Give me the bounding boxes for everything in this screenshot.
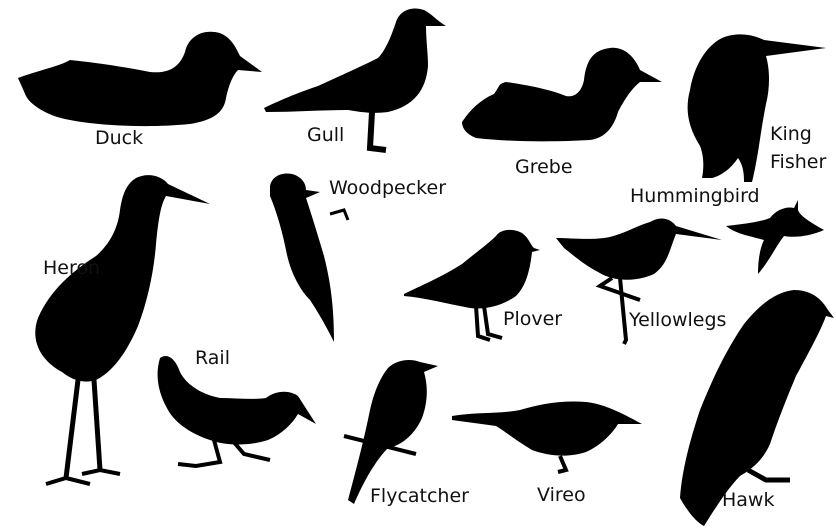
heron-label: Heron bbox=[43, 257, 101, 279]
rail-silhouette bbox=[158, 356, 316, 466]
yellowlegs-label: Yellowlegs bbox=[629, 309, 727, 331]
hawk-label: Hawk bbox=[722, 489, 775, 511]
flycatcher-silhouette bbox=[344, 360, 438, 504]
rail-label: Rail bbox=[195, 347, 230, 369]
duck-label: Duck bbox=[95, 127, 144, 149]
hummingbird-silhouette bbox=[726, 200, 824, 274]
woodpecker-label: Woodpecker bbox=[329, 177, 447, 199]
vireo-silhouette bbox=[452, 401, 642, 472]
gull-label: Gull bbox=[307, 124, 345, 146]
vireo-label: Vireo bbox=[537, 484, 586, 506]
flycatcher-label: Flycatcher bbox=[370, 485, 469, 507]
hummingbird-label: Hummingbird bbox=[630, 185, 760, 207]
kingfisher-label-line2: Fisher bbox=[770, 151, 827, 173]
heron-silhouette bbox=[35, 175, 210, 484]
duck-silhouette bbox=[18, 32, 262, 126]
grebe-label: Grebe bbox=[515, 156, 573, 178]
plover-label: Plover bbox=[503, 308, 563, 330]
gull-silhouette bbox=[264, 9, 446, 151]
grebe-silhouette bbox=[462, 48, 662, 142]
kingfisher-label-line1: King bbox=[770, 123, 812, 145]
